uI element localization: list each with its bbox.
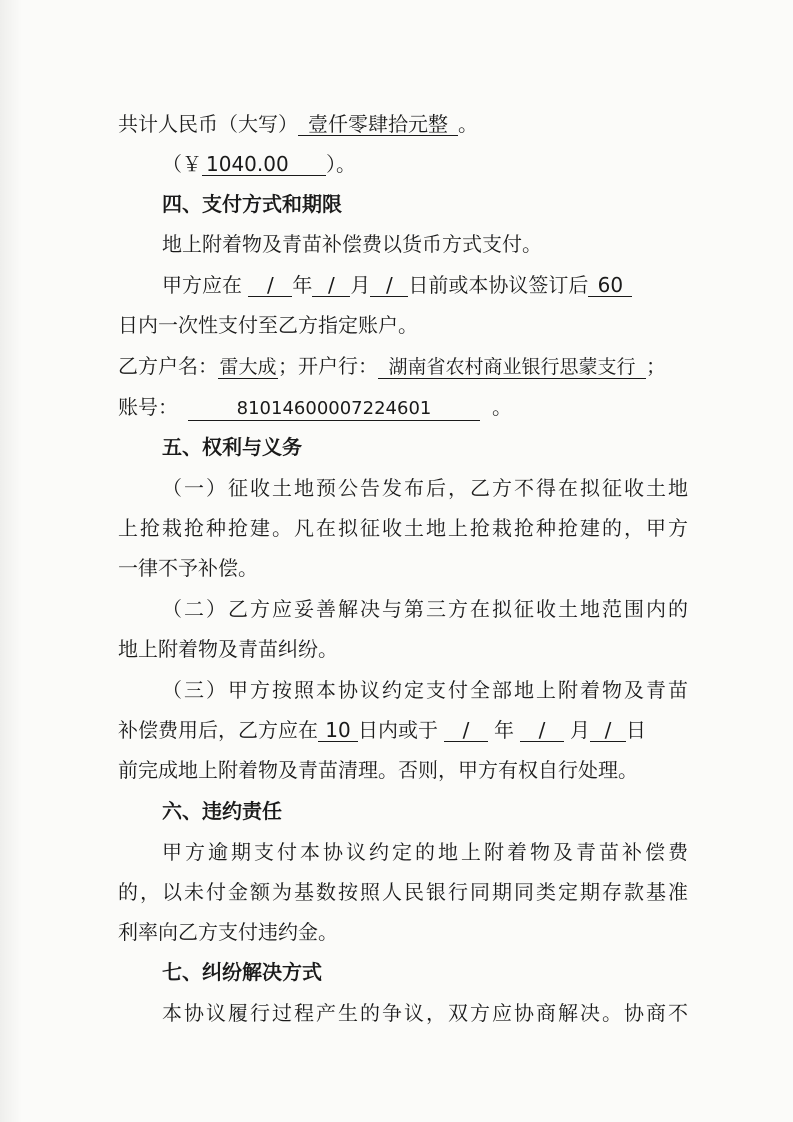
account-period: 。 (492, 395, 512, 419)
clause-1-line-1: （一）征收土地预公告发布后，乙方不得在拟征收土地 (162, 476, 688, 500)
section-4-heading: 四、支付方式和期限 (162, 192, 342, 216)
clear-month: / (520, 719, 564, 742)
section-7-heading: 七、纠纷解决方式 (162, 960, 322, 984)
amount-number-value: 1040.00 (202, 153, 326, 176)
clear-day-label: 日 (626, 718, 646, 742)
amount-words-line (118, 110, 693, 138)
amount-number-line (162, 150, 693, 178)
breach-line-3: 利率向乙方支付违约金。 (118, 920, 338, 944)
breach-line-1: 甲方逾期支付本协议约定的地上附着物及青苗补偿费 (162, 840, 688, 864)
clause-3-line-1: （三）甲方按照本协议约定支付全部地上附着物及青苗 (162, 678, 688, 702)
clear-month-label: 月 (570, 718, 590, 742)
section-6-heading: 六、违约责任 (162, 799, 282, 823)
clear-days: 10 (318, 719, 358, 742)
clear-or-label: 日内或于 (358, 718, 438, 742)
year-label: 年 (292, 273, 313, 297)
payee-line (118, 352, 693, 380)
deadline-tail: 日前或本协议签订后 (408, 273, 589, 297)
clause-3-line-3: 前完成地上附着物及青苗清理。否则，甲方有权自行处理。 (118, 758, 638, 782)
payee-name: 雷大成 (219, 356, 277, 378)
payee-label: 乙方户名： (118, 354, 218, 378)
dispute-line-1: 本协议履行过程产生的争议，双方应协商解决。协商不 (162, 1001, 688, 1025)
scan-shadow (0, 0, 22, 1122)
clause-3-line-2 (118, 716, 693, 744)
payment-days: 60 (588, 274, 632, 297)
clause-1-line-3: 一律不予补偿。 (118, 556, 258, 580)
clear-label: 补偿费用后，乙方应在 (118, 718, 318, 742)
section-5-heading: 五、权利与义务 (162, 435, 302, 459)
bank-name: 湖南省农村商业银行思蒙支行 (378, 356, 646, 379)
period: 。 (458, 112, 478, 136)
clause-1-line-2: 上抢栽抢种抢建。凡在拟征收土地上抢栽抢种抢建的，甲方 (118, 516, 688, 540)
amount-words-label: 共计人民币（大写） (118, 112, 298, 136)
month-label: 月 (350, 273, 371, 297)
payment-deadline-line (162, 271, 693, 299)
yuan-close: ）。 (326, 152, 356, 176)
bank-label: ；开户行： (278, 354, 378, 378)
deadline-label: 甲方应在 (162, 273, 242, 297)
clause-2-line-2: 地上附着物及青苗纠纷。 (118, 637, 338, 661)
account-label: 账号： (118, 395, 178, 419)
deadline-year: / (248, 274, 292, 297)
payment-account-text: 日内一次性支付至乙方指定账户。 (118, 313, 418, 337)
account-number: 81014600007224601 (188, 398, 480, 421)
yuan-open: （￥ (162, 152, 202, 176)
clear-year: / (444, 719, 488, 742)
semicolon: ； (646, 354, 666, 378)
clause-2-line-1: （二）乙方应妥善解决与第三方在拟征收土地范围内的 (162, 597, 688, 621)
breach-line-2: 的，以未付金额为基数按照人民银行同期同类定期存款基准 (118, 880, 688, 904)
deadline-day: / (370, 274, 408, 297)
clear-day: / (590, 719, 626, 742)
amount-words-value: 壹仟零肆拾元整 (298, 113, 458, 136)
account-line (118, 393, 693, 421)
deadline-month: / (312, 274, 350, 297)
clear-year-label: 年 (494, 718, 514, 742)
payment-method-text: 地上附着物及青苗补偿费以货币方式支付。 (162, 232, 542, 256)
